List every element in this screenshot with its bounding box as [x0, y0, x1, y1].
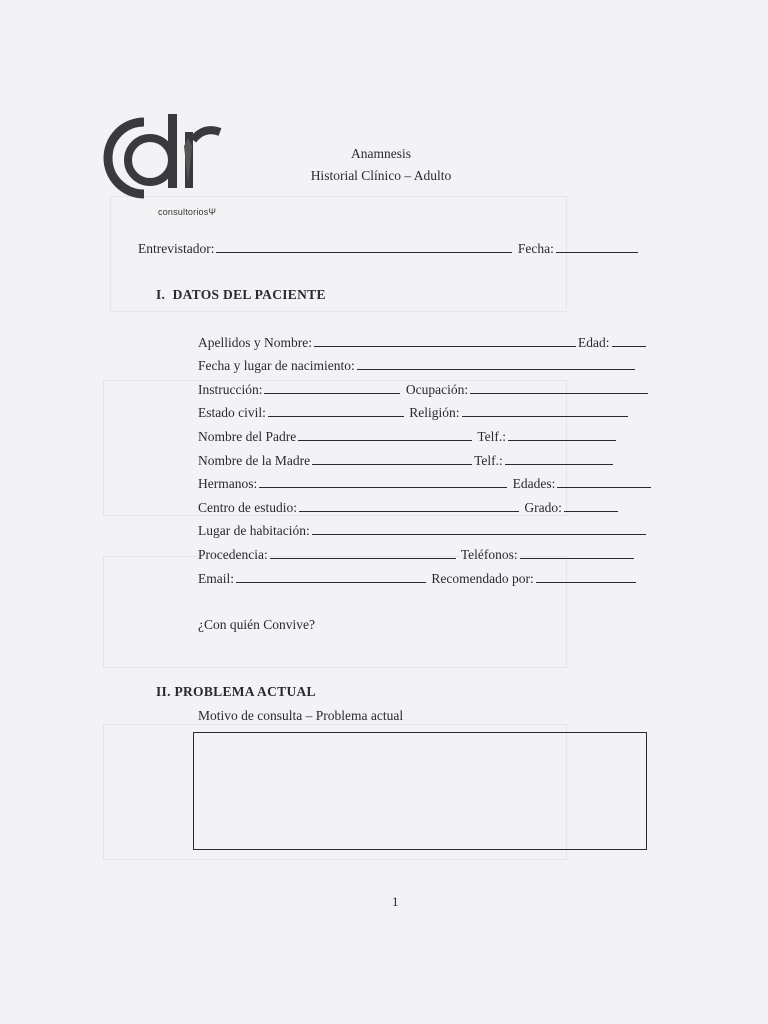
mother-field[interactable] [312, 452, 472, 465]
occupation-field[interactable] [470, 381, 648, 394]
page-number: 1 [392, 894, 399, 909]
document-subtitle: Historial Clínico – Adulto [310, 168, 452, 183]
age-label: Edad: [578, 335, 610, 350]
motivo-consulta-box[interactable] [193, 732, 647, 850]
mother-phone-field[interactable] [505, 452, 613, 465]
document-title: Anamnesis [351, 146, 411, 161]
birth-field[interactable] [357, 357, 635, 370]
motivo-label: Motivo de consulta – Problema actual [198, 708, 404, 723]
referred-label: Recomendado por: [431, 571, 534, 586]
grade-field[interactable] [564, 499, 618, 512]
religion-label: Religión: [409, 405, 460, 420]
lives-with-label: ¿Con quién Convive? [198, 617, 315, 632]
siblings-label: Hermanos: [198, 476, 258, 491]
bleed-through-box [103, 380, 567, 516]
age-field[interactable] [612, 334, 646, 347]
email-label: Email: [198, 571, 234, 586]
civil-status-label: Estado civil: [198, 405, 266, 420]
section-heading-current-problem: II. PROBLEMA ACTUAL [156, 684, 316, 699]
ages-field[interactable] [557, 475, 651, 488]
interviewer-label: Entrevistador: [138, 241, 215, 256]
grade-label: Grado: [524, 500, 562, 515]
siblings-field[interactable] [259, 475, 507, 488]
origin-label: Procedencia: [198, 547, 268, 562]
occupation-label: Ocupación: [405, 382, 469, 397]
education-label: Instrucción: [198, 382, 263, 397]
section-heading-patient-data: I. DATOS DEL PACIENTE [156, 287, 326, 302]
education-field[interactable] [264, 381, 400, 394]
school-label: Centro de estudio: [198, 500, 297, 515]
lives-with-row [198, 617, 315, 633]
logo-caption: consultoriosΨ [158, 207, 217, 217]
referred-field[interactable] [536, 570, 636, 583]
ages-label: Edades: [512, 476, 556, 491]
mother-phone-label: Telf.: [474, 453, 503, 468]
origin-row [198, 546, 636, 563]
email-row [198, 570, 638, 587]
father-row [198, 428, 618, 445]
phones-label: Teléfonos: [460, 547, 518, 562]
mother-row [198, 452, 615, 469]
religion-field[interactable] [462, 404, 628, 417]
origin-field[interactable] [270, 546, 456, 559]
birth-label: Fecha y lugar de nacimiento: [198, 358, 355, 373]
residence-field[interactable] [312, 522, 646, 535]
interviewer-field[interactable] [216, 240, 512, 253]
interviewer-row [138, 240, 640, 257]
date-field[interactable] [556, 240, 638, 253]
school-row [198, 499, 620, 516]
mother-label: Nombre de la Madre [198, 453, 311, 468]
civil-status-field[interactable] [268, 404, 404, 417]
father-phone-field[interactable] [508, 428, 616, 441]
father-label: Nombre del Padre [198, 429, 297, 444]
date-label: Fecha: [517, 241, 554, 256]
school-field[interactable] [299, 499, 519, 512]
residence-label: Lugar de habitación: [198, 523, 310, 538]
email-field[interactable] [236, 570, 426, 583]
residence-row [198, 522, 648, 539]
name-row [198, 334, 648, 351]
name-label: Apellidos y Nombre: [198, 335, 312, 350]
father-phone-label: Telf.: [477, 429, 507, 444]
education-row [198, 381, 650, 398]
birth-row [198, 357, 637, 374]
siblings-row [198, 475, 653, 492]
phones-field[interactable] [520, 546, 634, 559]
name-field[interactable] [314, 334, 576, 347]
father-field[interactable] [298, 428, 472, 441]
civil-status-row [198, 404, 630, 421]
